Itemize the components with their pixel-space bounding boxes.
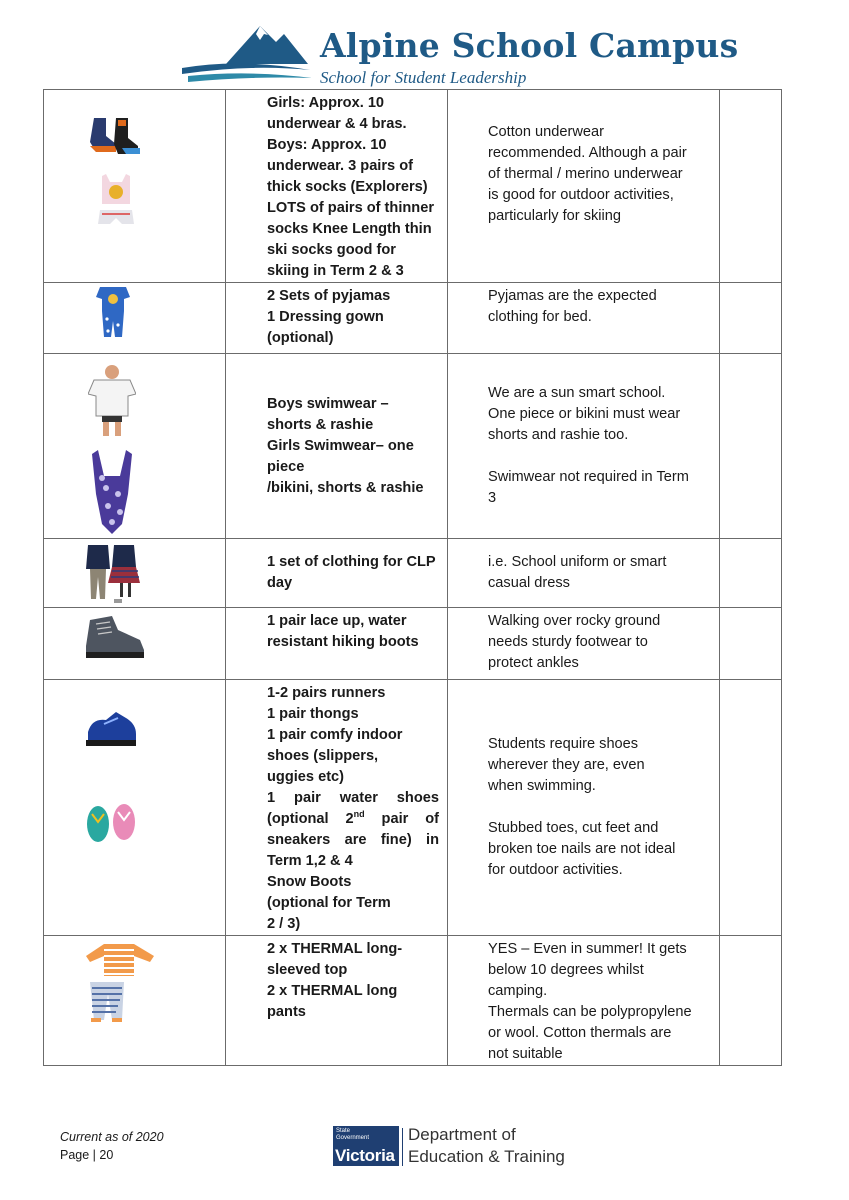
note-spacer xyxy=(488,446,713,467)
note-text: wherever they are, even xyxy=(488,757,645,773)
logo-divider xyxy=(402,1128,403,1166)
item-text: sleeved top xyxy=(267,962,348,978)
note-spacer xyxy=(488,797,713,818)
item-cell xyxy=(226,680,448,936)
image-cell xyxy=(44,936,226,1066)
state-government-text: State Government xyxy=(336,1128,370,1141)
image-cell xyxy=(44,283,226,354)
item-text: (optional for Term xyxy=(267,895,391,911)
item-cell xyxy=(226,936,448,1066)
item-cell xyxy=(226,539,448,608)
table-row xyxy=(44,680,782,936)
table-row xyxy=(44,283,782,354)
item-text: socks Knee Length thin xyxy=(267,221,432,237)
school-tagline: School for Student Leadership xyxy=(320,68,527,87)
hiking-boot-image xyxy=(84,614,146,662)
checkbox-cell[interactable] xyxy=(720,283,782,354)
note-text: recommended. Although a pair xyxy=(488,145,687,161)
checkbox-cell[interactable] xyxy=(720,936,782,1066)
note-cell xyxy=(448,90,720,283)
note-text: Swimwear not required in Term xyxy=(488,469,689,485)
department-line: Department of xyxy=(408,1125,516,1144)
water-shoe-image xyxy=(84,710,138,750)
note-text: Students require shoes xyxy=(488,736,639,752)
item-text: thick socks (Explorers) xyxy=(267,179,428,195)
rashie-image xyxy=(88,364,136,436)
checkbox-cell[interactable] xyxy=(720,539,782,608)
item-text: ski socks good for xyxy=(267,242,396,258)
image-cell xyxy=(44,680,226,936)
note-text: not suitable xyxy=(488,1046,563,1062)
checkbox-cell[interactable] xyxy=(720,354,782,539)
page-footer xyxy=(60,1128,164,1164)
note-text: We are a sun smart school. xyxy=(488,385,666,401)
item-cell xyxy=(226,354,448,539)
note-text: particularly for skiing xyxy=(488,208,622,224)
socks-image xyxy=(86,116,146,158)
item-text: 1-2 pairs runners xyxy=(267,685,386,701)
item-text: Boys swimwear – xyxy=(267,395,389,412)
item-text: shorts & rashie xyxy=(267,416,374,433)
image-cell xyxy=(44,608,226,680)
item-text: 1 pair water shoes xyxy=(267,790,439,806)
pyjamas-image xyxy=(96,285,130,339)
note-cell xyxy=(448,539,720,608)
note-text: Thermals can be polypropylene xyxy=(488,1004,692,1020)
item-text: piece xyxy=(267,458,305,475)
note-text: i.e. School uniform or smart xyxy=(488,554,667,570)
item-cell xyxy=(226,608,448,680)
department-line: Education & Training xyxy=(408,1147,565,1166)
note-text: below 10 degrees whilst xyxy=(488,962,644,978)
clothing-checklist-table xyxy=(43,89,782,1066)
note-text: of thermal / merino underwear xyxy=(488,166,683,182)
note-text: Stubbed toes, cut feet and xyxy=(488,820,659,836)
item-text: 1 Dressing gown xyxy=(267,309,384,325)
note-text: for outdoor activities. xyxy=(488,862,623,878)
item-text: 2 x THERMAL long pants xyxy=(267,983,398,1020)
item-text: (optional) xyxy=(267,330,334,346)
item-text: day xyxy=(267,575,293,591)
victoria-state-logo xyxy=(333,1126,399,1166)
table-row xyxy=(44,354,782,539)
item-text: LOTS of pairs of thinner xyxy=(267,200,435,216)
item-text: 2 x THERMAL long- xyxy=(267,941,403,957)
item-text-part: (optional 2 xyxy=(267,811,354,827)
school-uniform-image xyxy=(84,541,140,605)
note-text: Pyjamas are the expected xyxy=(488,288,657,304)
note-text: Cotton underwear xyxy=(488,124,605,140)
table-row xyxy=(44,608,782,680)
department-name xyxy=(408,1124,565,1168)
note-text: Walking over rocky ground xyxy=(488,613,661,629)
one-piece-swimsuit-image xyxy=(90,448,134,536)
item-text: 1 pair lace up, water xyxy=(267,613,407,629)
item-text: Term 1,2 & 4 xyxy=(267,853,353,869)
note-text: camping. xyxy=(488,983,548,999)
item-text: skiing in Term 2 & 3 xyxy=(267,263,404,279)
note-cell xyxy=(448,936,720,1066)
note-text: shorts and rashie too. xyxy=(488,427,629,443)
item-text xyxy=(267,809,439,830)
note-text: protect ankles xyxy=(488,655,579,671)
current-as-of-text: Current as of 2020 xyxy=(60,1130,164,1144)
checkbox-cell[interactable] xyxy=(720,680,782,936)
item-text: uggies etc) xyxy=(267,769,345,785)
note-cell xyxy=(448,354,720,539)
thermal-set-image xyxy=(86,940,158,1024)
item-cell xyxy=(226,90,448,283)
item-text: Girls Swimwear– one xyxy=(267,437,414,454)
note-text: or wool. Cotton thermals are xyxy=(488,1025,672,1041)
item-text: underwear. 3 pairs of xyxy=(267,158,413,174)
note-text: One piece or bikini must wear xyxy=(488,406,681,422)
table-row xyxy=(44,539,782,608)
note-text: broken toe nails are not ideal xyxy=(488,841,676,857)
item-text: Girls: Approx. 10 xyxy=(267,95,385,111)
note-text: when swimming. xyxy=(488,778,596,794)
checkbox-cell[interactable] xyxy=(720,90,782,283)
mountain-logo-icon xyxy=(180,18,320,90)
item-text: underwear & 4 bras. xyxy=(267,116,407,132)
item-text: 1 set of clothing for CLP xyxy=(267,554,436,570)
item-text: 2 / 3) xyxy=(267,916,301,932)
page-number: Page | 20 xyxy=(60,1148,114,1162)
note-cell xyxy=(448,680,720,936)
school-name: Alpine School Campus xyxy=(320,26,739,65)
item-text: sneakers are fine) in xyxy=(267,832,439,848)
note-text: clothing for bed. xyxy=(488,309,592,325)
image-cell xyxy=(44,354,226,539)
item-text: Boys: Approx. 10 xyxy=(267,137,387,153)
note-text: needs sturdy footwear to xyxy=(488,634,648,650)
table-row xyxy=(44,936,782,1066)
item-text: /bikini, shorts & rashie xyxy=(267,479,424,496)
checkbox-cell[interactable] xyxy=(720,608,782,680)
note-text: is good for outdoor activities, xyxy=(488,187,674,203)
item-text-part: pair of xyxy=(364,811,439,827)
note-text: casual dress xyxy=(488,575,570,591)
girls-underwear-image xyxy=(94,172,138,234)
note-text: YES – Even in summer! It gets xyxy=(488,941,687,957)
image-cell xyxy=(44,90,226,283)
item-cell xyxy=(226,283,448,354)
table-row xyxy=(44,90,782,283)
victoria-text: Victoria xyxy=(335,1146,395,1165)
alpine-school-logo xyxy=(180,18,739,90)
note-cell xyxy=(448,283,720,354)
image-cell xyxy=(44,539,226,608)
item-text: resistant hiking boots xyxy=(267,634,419,650)
item-text: 1 pair comfy indoor xyxy=(267,727,403,743)
item-text: 1 pair thongs xyxy=(267,706,359,722)
item-text: shoes (slippers, xyxy=(267,748,379,764)
note-text: 3 xyxy=(488,490,497,506)
item-text: Snow Boots xyxy=(267,874,352,890)
ordinal-suffix: nd xyxy=(353,809,365,820)
note-cell xyxy=(448,608,720,680)
department-logo xyxy=(333,1126,578,1170)
item-text: 2 Sets of pyjamas xyxy=(267,288,391,304)
thongs-image xyxy=(84,800,140,844)
